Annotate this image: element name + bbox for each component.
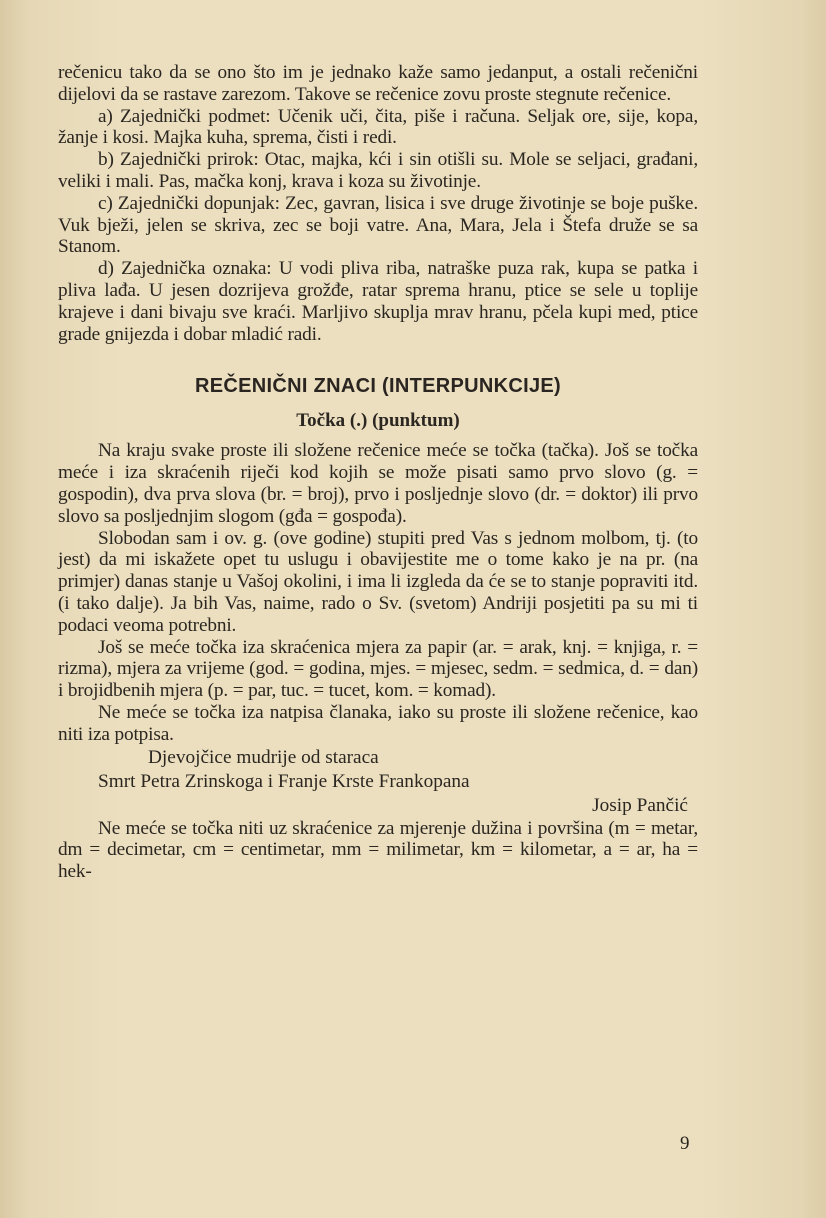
paragraph-no-tocka: Ne meće se točka iza natpisa članaka, iako su proste ili složene rečenice, kao niti iza potpisa. bbox=[58, 701, 698, 745]
example-title-2: Smrt Petra Zrinskoga i Franje Krste Frankopana bbox=[98, 770, 470, 792]
example-title-1: Djevojčice mudrije od staraca bbox=[148, 746, 379, 768]
example-signature: Josip Pančić bbox=[592, 794, 688, 816]
page-number: 9 bbox=[680, 1133, 690, 1154]
subsection-heading: Točka (.) (punktum) bbox=[296, 410, 460, 432]
section-heading: REČENIČNI ZNACI (INTERPUNKCIJE) bbox=[195, 375, 561, 398]
paragraph-example-c: c) Zajednički dopunjak: Zec, gavran, lisica i sve druge životinje se boje puške. Vuk bježi, jelen se skriva, zec se boji vatre. Ana, Mara, Jela i Štefa druže se sa Stanom. bbox=[58, 192, 698, 258]
paragraph-intro: rečenicu tako da se ono što im je jednako kaže samo jedanput, a ostali rečenični dijelovi da se rastave zarezom. Takove se rečenice zovu proste stegnute rečenice. bbox=[58, 62, 698, 105]
paragraph-measures: Još se meće točka iza skraćenica mjera za papir (ar. = arak, knj. = knjiga, r. = rizma), mjera za vrijeme (god. = godina, mjes. = mjesec, sedm. = sedmica, d. = dan) i brojidbenih mjera (p. = par, tuc. = tucet, kom. = komad). bbox=[58, 636, 698, 702]
paragraph-tocka-rule: Na kraju svake proste ili složene rečenice meće se točka (tačka). Još se točka meće i iza skraćenih riječi kod kojih se može pisati samo prvo slovo (g. = gospodin), dva prva slova (br. = broj), prvo i posljednje slovo (dr. = doktor) ili prvo slovo sa posljednjim slogom (gđa = gospođa). bbox=[58, 440, 698, 527]
paragraph-example-a: a) Zajednički podmet: Učenik uči, čita, piše i računa. Seljak ore, sije, kopa, žanje i kosi. Majka kuha, sprema, čisti i redi. bbox=[58, 105, 698, 149]
paragraph-example-b: b) Zajednički prirok: Otac, majka, kći i sin otišli su. Mole se seljaci, građani, veliki i mali. Pas, mačka konj, krava i koza su životinje. bbox=[58, 149, 698, 192]
paragraph-letter-example: Slobodan sam i ov. g. (ove godine) stupiti pred Vas s jednom molbom, tj. (to jest) da mi iskažete opet tu uslugu i obavijestite me o tome kako je na pr. (na primjer) danas stanje u Vašoj okolini, i ima li izgleda da će se to stanje popraviti itd. (i tako dalje). Ja bih Vas, naime, rado o Sv. (svetom) Andriji posjetiti pa su mi ti podaci veoma potrebni. bbox=[58, 527, 698, 636]
paragraph-example-d: d) Zajednička oznaka: U vodi pliva riba, natraške puza rak, kupa se patka i pliva lađa. U jesen dozrijeva grožđe, ratar sprema hranu, ptice se sele u toplije krajeve i dani bivaju sve kraći. Marljivo skuplja mrav hranu, pčela kupi med, ptice grade gnijezda i dobar mladić radi. bbox=[58, 258, 698, 345]
paragraph-units: Ne meće se točka niti uz skraćenice za mjerenje dužina i površina (m = metar, dm = decimetar, cm = centimetar, mm = milimetar, km = kilometar, a = ar, ha = hek- bbox=[58, 817, 698, 883]
book-page bbox=[58, 62, 698, 883]
